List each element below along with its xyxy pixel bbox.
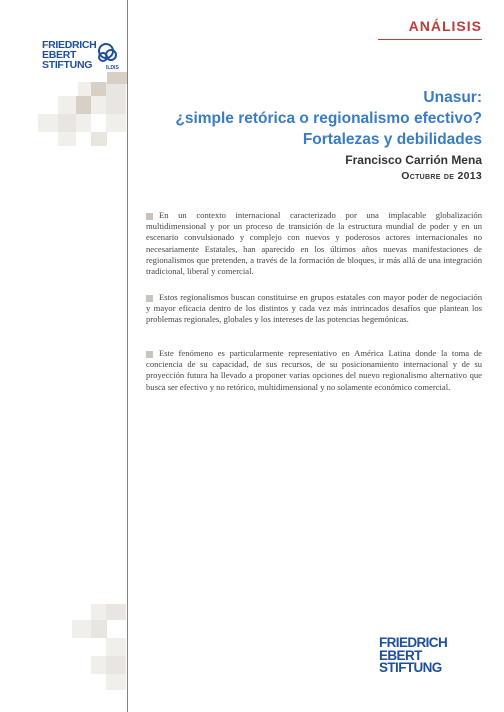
logo-text bbox=[42, 40, 96, 70]
title-line-1: Unasur: bbox=[423, 89, 482, 106]
logo-bottom-line-3: STIFTUNG bbox=[379, 660, 442, 675]
title-line-2: ¿simple retórica o regionalismo efectivo? bbox=[175, 110, 482, 127]
document-title bbox=[152, 87, 482, 150]
logo-bottom-line-1: FRIEDRICH bbox=[379, 635, 448, 650]
paragraph-3: Este fenómeno es particularmente representativo en América Latina donde la toma de conciencia de su capacidad, de sus recursos, de su posicionamiento internacional y de su proyección futura ha llevado a proponer varias opciones del nuevo regionalismo alternativo que busca ser efectivo y no retórico, multidimensional y no solamente económico comercial. bbox=[146, 348, 482, 392]
logo-line-2: EBERT bbox=[42, 49, 77, 61]
ildis-text: ILDIS bbox=[106, 65, 119, 71]
fes-ildis-logo bbox=[42, 40, 122, 74]
section-label: ANÁLISIS bbox=[408, 18, 482, 34]
paragraph-1: En un contexto internacional caracterizado por una implacable globalización multidimensional y por un proceso de transición de la estructura mundial de poder y en un escenario convulsionado y complejo con nuevos y poderosos actores internacionales no necesariamente Estatales, han aparecido en los últimos años nuevas manifestaciones de regionalismos que pretenden, a través de la formación de bloques, ir más allá de una integración tradicional, liberal y comercial. bbox=[146, 210, 482, 277]
logo-bottom-line-2: EBERT bbox=[379, 647, 422, 663]
fes-logo-bottom bbox=[379, 637, 455, 679]
paragraph-2: Estos regionalismos buscan constituirse en grupos estatales con mayor poder de negociación y mayor eficacia dentro de los distintos y cada vez más intrincados desafíos que plantean los problemas regionales, globales y los intereses de las potencias hegemónicas. bbox=[146, 292, 482, 325]
title-line-3: Fortalezas y debilidades bbox=[302, 131, 482, 148]
section-rule bbox=[378, 39, 482, 40]
author-name: Francisco Carrión Mena bbox=[345, 153, 482, 167]
vertical-rule bbox=[127, 0, 128, 712]
publication-date: Octubre de 2013 bbox=[401, 170, 482, 182]
logo-line-1: FRIEDRICH bbox=[42, 39, 97, 51]
logo-line-3: STIFTUNG bbox=[42, 59, 93, 71]
